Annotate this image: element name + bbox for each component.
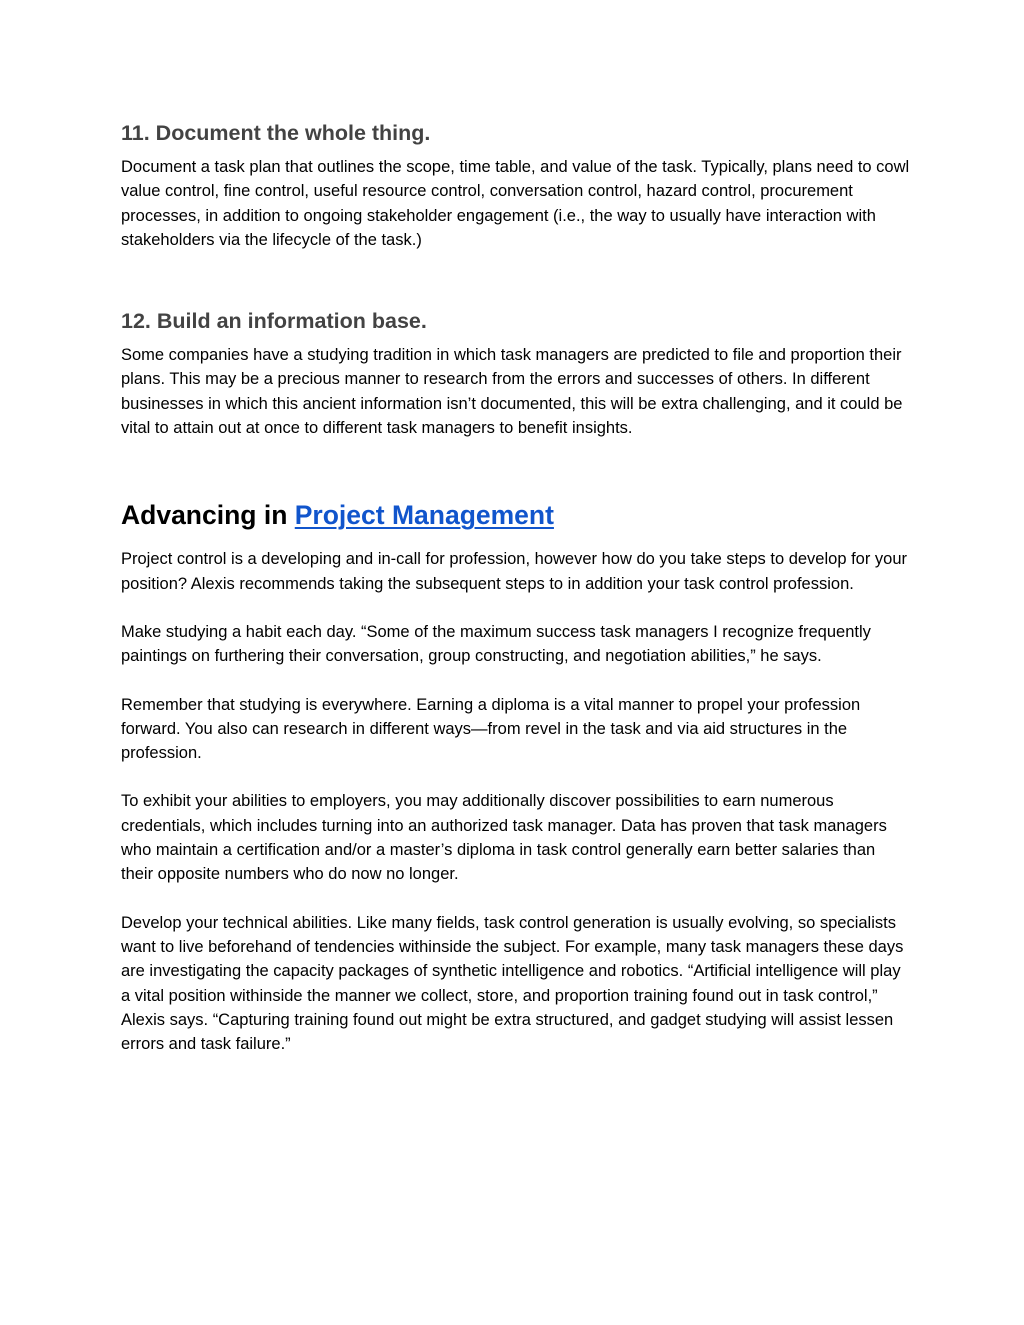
section-heading: 11. Document the whole thing. [121,121,431,145]
project-management-link[interactable]: Project Management [294,500,554,531]
advancing-paragraph: Remember that studying is everywhere. Earning a diploma is a vital manner to propel your profession forward. You also can research in different ways—from revel in the task and via aid structures in the profession. [121,695,861,763]
advancing-heading [121,497,911,533]
section-heading: 12. Build an information base. [121,309,427,334]
advancing-heading-prefix: Advancing in [121,500,295,531]
advancing-paragraph: Make studying a habit each day. “Some of the maximum success task managers I recognize frequently paintings on furthering their conversation, group constructing, and negotiation abilities,” he says. [121,622,871,666]
section-paragraph: Document a task plan that outlines the scope, time table, and value of the task. Typically, plans need to cowl value control, fine control, useful resource control, conversation control, hazard control, procurement processes, in addition to ongoing stakeholder engagement (i.e., the way to usually have interaction with stakeholders via the lifecycle of the task.) [121,158,910,249]
document-page [121,118,911,1056]
advancing-paragraph: Project control is a developing and in-call for profession, however how do you take steps to develop for your position? Alexis recommends taking the subsequent steps to in addition your task control profession. [121,550,908,593]
advancing-paragraph: To exhibit your abilities to employers, you may additionally discover possibilities to earn numerous credentials, which includes turning into an authorized task manager. Data has proven that task managers who maintain a certification and/or a master’s diploma in task control generally earn better salaries than their opposite numbers who do now no longer. [121,792,887,884]
section-document-whole-thing [121,118,911,252]
section-build-information-base [121,306,911,440]
advancing-paragraph: Develop your technical abilities. Like many fields, task control generation is usually evolving, so specialists want to live beforehand of tendencies withinside the subject. For example, many task managers these days are investigating the capacity packages of synthetic intelligence and robotics. “Artificial intelligence will play a vital position withinside the manner we collect, store, and proportion training found out in task control,” Alexis says. “Capturing training found out might be extra structured, and gadget studying will assist lessen errors and task failure.” [121,913,904,1054]
section-paragraph: Some companies have a studying tradition in which task managers are predicted to file and proportion their plans. This may be a precious manner to research from the errors and successes of others. In different businesses in which this ancient information isn’t documented, this will be extra challenging, and it could be vital to attain out at once to different task managers to benefit insights. [121,346,903,438]
section-advancing [121,497,911,1056]
